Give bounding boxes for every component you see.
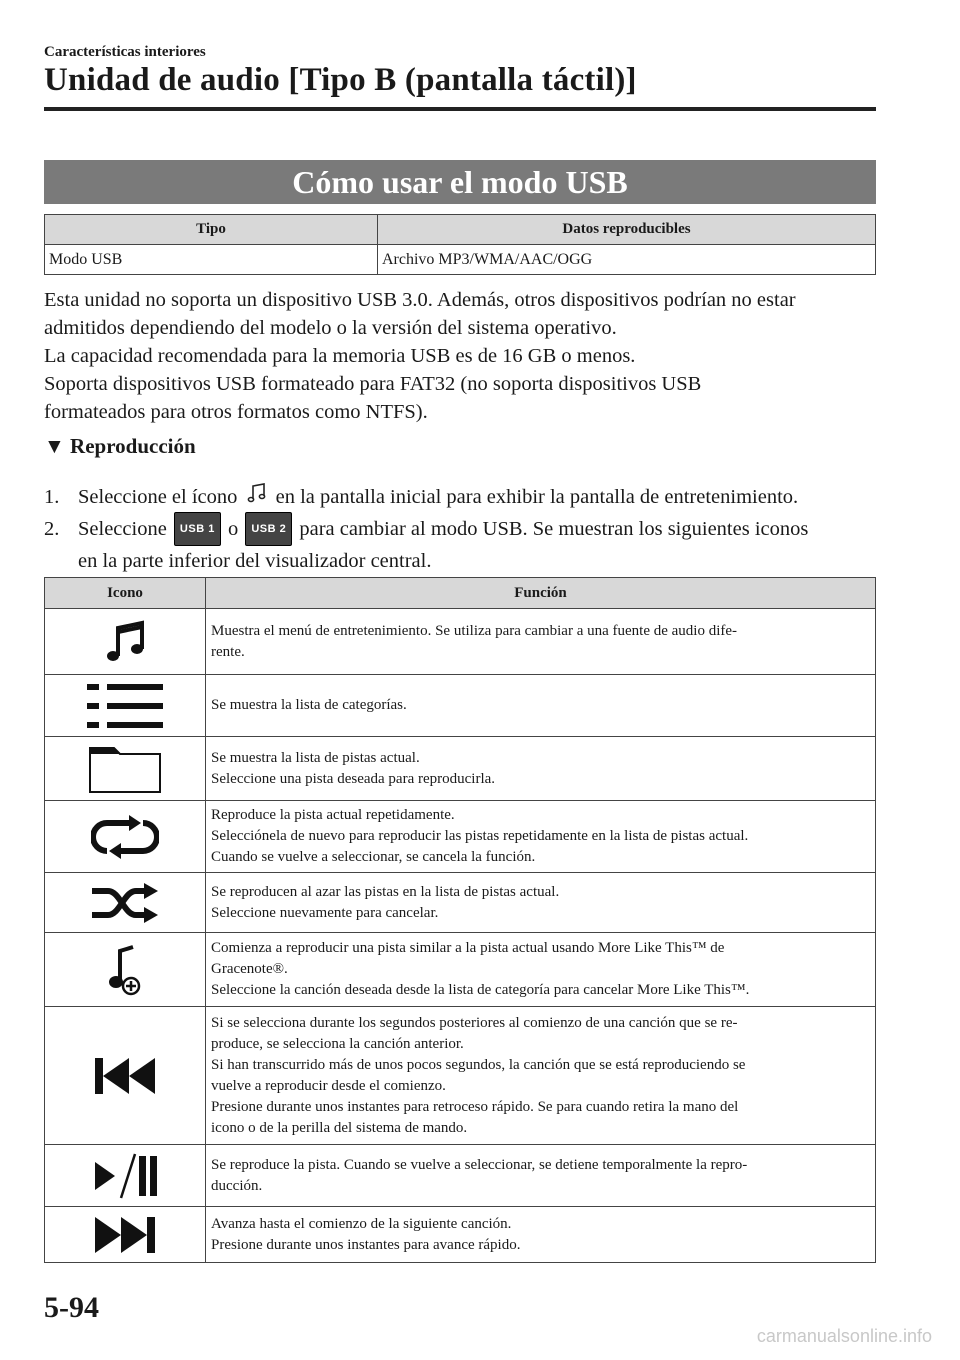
step-number: 2. xyxy=(44,518,60,540)
step-number: 1. xyxy=(44,486,60,508)
function-line: Cuando se vuelve a seleccionar, se cancela la función. xyxy=(211,849,536,865)
section-label: Características interiores xyxy=(44,44,206,60)
table-row xyxy=(45,245,876,275)
title-rule xyxy=(44,107,876,111)
function-line: Presione durante unos instantes para avance rápido. xyxy=(211,1236,521,1253)
function-line: icono o de la perilla del sistema de mando. xyxy=(211,1119,468,1136)
function-line: Gracenote®. xyxy=(211,961,288,977)
usb2-button[interactable]: USB 2 xyxy=(245,512,292,546)
type-table xyxy=(44,214,876,275)
function-line: produce, se selecciona la canción anterior. xyxy=(211,1035,464,1052)
more-like-this-icon[interactable] xyxy=(105,943,145,997)
table-row xyxy=(45,801,876,873)
type-cell: Modo USB xyxy=(45,245,378,275)
table-row xyxy=(45,933,876,1007)
function-line: vuelve a reproducir desde el comienzo. xyxy=(211,1077,446,1094)
play-pause-icon[interactable] xyxy=(91,1152,159,1200)
table-row xyxy=(45,675,876,737)
steps-list xyxy=(44,481,880,576)
function-line: Muestra el menú de entretenimiento. Se utiliza para cambiar a una fuente de audio dife- xyxy=(211,622,738,639)
icon-header-icono: Icono xyxy=(45,578,206,609)
triangle-marker: ▼ xyxy=(44,434,65,458)
function-line: Seleccione una pista deseada para reproducirla. xyxy=(211,770,496,787)
step-text: para cambiar al modo USB. Se muestran los siguientes iconos xyxy=(299,518,809,540)
step-text: Seleccione el ícono xyxy=(78,486,238,508)
skip-next-icon[interactable] xyxy=(93,1215,157,1255)
usb1-button[interactable]: USB 1 xyxy=(174,512,221,546)
type-table-header xyxy=(45,215,876,245)
icon-table-header xyxy=(45,578,876,609)
function-line: Reproduce la pista actual repetidamente. xyxy=(211,807,455,823)
function-line: ducción. xyxy=(211,1177,263,1194)
step-text: Seleccione xyxy=(78,518,167,540)
type-cell: Archivo MP3/WMA/AAC/OGG xyxy=(378,245,876,275)
function-line: Seleccione la canción deseada desde la lista de categoría para cancelar More Like This™. xyxy=(211,982,750,998)
function-line: Se reproducen al azar las pistas en la lista de pistas actual. xyxy=(211,883,560,900)
step-2 xyxy=(44,512,880,546)
folder-icon[interactable] xyxy=(88,744,162,794)
list-icon[interactable] xyxy=(85,680,165,732)
paragraph-line: La capacidad recomendada para la memoria USB es de 16 GB o menos. xyxy=(44,345,636,367)
subheading-text: Reproducción xyxy=(70,434,196,458)
type-header-tipo: Tipo xyxy=(45,215,378,245)
icon-table xyxy=(44,577,876,1263)
function-line: Seleccione nuevamente para cancelar. xyxy=(211,904,439,921)
watermark: carmanualsonline.info xyxy=(756,1326,932,1346)
intro-paragraph xyxy=(44,286,880,426)
function-line: Si se selecciona durante los segundos posteriores al comienzo de una canción que se re- xyxy=(211,1014,738,1031)
page-number: 5-94 xyxy=(44,1291,99,1324)
paragraph-line: Esta unidad no soporta un dispositivo USB 3.0. Además, otros dispositivos podrían no estar xyxy=(44,289,796,311)
function-line: Si han transcurrido más de unos pocos segundos, la canción que se está reproduciendo se xyxy=(211,1056,746,1073)
function-line: Avanza hasta el comienzo de la siguiente canción. xyxy=(211,1215,512,1232)
step-text: en la pantalla inicial para exhibir la pantalla de entretenimiento. xyxy=(275,486,799,508)
function-line: Se muestra la lista de pistas actual. xyxy=(211,749,420,766)
table-row xyxy=(45,1207,876,1263)
step-text: o xyxy=(227,518,239,540)
subheading xyxy=(44,434,196,459)
function-line: Se muestra la lista de categorías. xyxy=(211,697,407,713)
table-row xyxy=(45,737,876,801)
music-note-inline-icon xyxy=(245,481,269,505)
type-header-datos: Datos reproducibles xyxy=(378,215,876,245)
paragraph-line: formateados para otros formatos como NTFS). xyxy=(44,401,428,423)
paragraph-line: admitidos dependiendo del modelo o la versión del sistema operativo. xyxy=(44,317,617,339)
shuffle-icon[interactable] xyxy=(90,881,160,925)
table-row xyxy=(45,1007,876,1145)
music-note-icon[interactable] xyxy=(101,618,149,666)
table-row xyxy=(45,609,876,675)
repeat-icon[interactable] xyxy=(91,814,159,860)
table-row xyxy=(45,1145,876,1207)
page-title: Unidad de audio [Tipo B (pantalla táctil)] xyxy=(44,62,637,98)
step-1 xyxy=(44,481,880,512)
section-banner: Cómo usar el modo USB xyxy=(44,160,876,204)
function-line: Se reproduce la pista. Cuando se vuelve a seleccionar, se detiene temporalmente la repro- xyxy=(211,1156,748,1173)
paragraph-line: Soporta dispositivos USB formateado para FAT32 (no soporta dispositivos USB xyxy=(44,373,702,395)
function-line: Selecciónela de nuevo para reproducir las pistas repetidamente en la lista de pistas actual. xyxy=(211,828,749,844)
step-2-continued: en la parte inferior del visualizador central. xyxy=(78,550,432,572)
function-line: rente. xyxy=(211,643,245,660)
function-line: Comienza a reproducir una pista similar a la pista actual usando More Like This™ de xyxy=(211,940,725,956)
table-row xyxy=(45,873,876,933)
function-line: Presione durante unos instantes para retroceso rápido. Se para cuando retira la mano del xyxy=(211,1098,739,1115)
icon-header-funcion: Función xyxy=(206,578,876,609)
skip-previous-icon[interactable] xyxy=(93,1056,157,1096)
